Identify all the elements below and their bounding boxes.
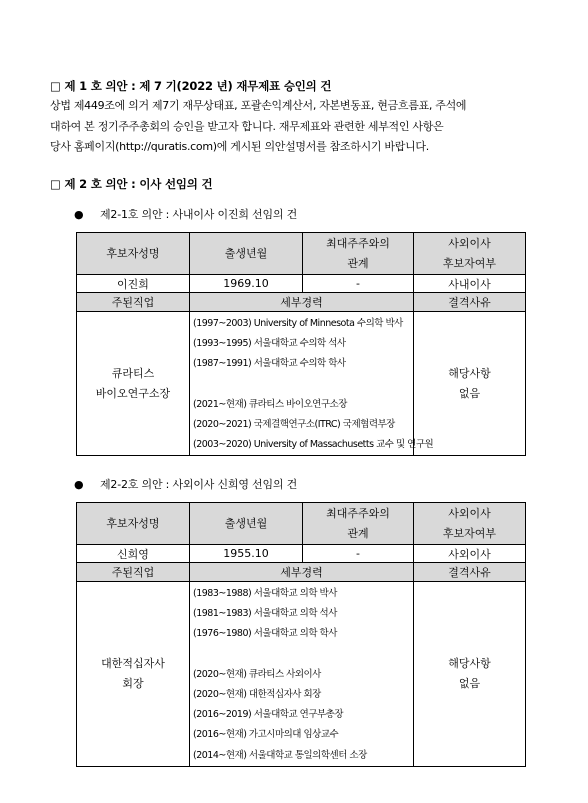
table-row: [77, 545, 526, 563]
header-outside-director: 사외이사 후보자여부: [414, 503, 526, 545]
candidate-relation: -: [303, 545, 414, 563]
header-relation: 최대주주와의 관계: [303, 503, 414, 545]
bullet-icon: ●: [74, 478, 84, 491]
header-relation: 최대주주와의 관계: [303, 233, 414, 275]
header-outside-director: 사외이사 후보자여부: [414, 233, 526, 275]
header-disqualification: 결격사유: [414, 563, 526, 582]
header-name: 후보자성명: [77, 233, 190, 275]
table-row: [77, 312, 526, 456]
sub-agenda-2-1: [74, 206, 297, 222]
candidate-disqualification: 해당사항 없음: [414, 312, 526, 456]
candidate-name: 이진희: [77, 275, 190, 293]
header-disqualification: 결격사유: [414, 293, 526, 312]
description-line: 상법 제449조에 의거 제7기 재무상태표, 포괄손익계산서, 자본변동표, 현금흐름표, 주석에: [50, 99, 467, 112]
header-birth: 출생년월: [190, 233, 303, 275]
candidate-relation: -: [303, 275, 414, 293]
candidate-table-2: [76, 502, 526, 767]
header-career: 세부경력: [190, 293, 414, 312]
bullet-icon: ●: [74, 208, 84, 221]
candidate-disqualification: 해당사항 없음: [414, 582, 526, 767]
table-row: [77, 582, 526, 767]
table-row: [77, 275, 526, 293]
candidate-outside: 사외이사: [414, 545, 526, 563]
agenda-item-1-heading: □ 제 1 호 의안 : 제 7 기(2022 년) 재무제표 승인의 건: [50, 79, 332, 93]
candidate-birth: 1955.10: [190, 545, 303, 563]
candidate-outside: 사내이사: [414, 275, 526, 293]
table-header-row: [77, 233, 526, 275]
header-job: 주된직업: [77, 293, 190, 312]
table-header-row: [77, 563, 526, 582]
agenda-item-1-description: [50, 96, 532, 158]
sub-agenda-title: 제2-2호 의안 : 사외이사 신희영 선임의 건: [100, 478, 298, 491]
agenda-item-2-heading: □ 제 2 호 의안 : 이사 선임의 건: [50, 177, 213, 191]
header-career: 세부경력: [190, 563, 414, 582]
header-name: 후보자성명: [77, 503, 190, 545]
candidate-career: (1983~1988) 서울대학교 의학 박사 (1981~1983) 서울대학교 의학 석사 (1976~1980) 서울대학교 의학 학사 (2020~현재) 큐라티스 사외이사 (2020~현재) 대한적십자사 회장 (2016~2019) 서울대학교 연구부총장 (2016~현재) 가고시마의대 임상교수 (2014~현재) 서울대학교 통일의학센터 소장: [190, 582, 414, 767]
candidate-career: (1997~2003) University of Minnesota 수의학 박사 (1993~1995) 서울대학교 수의학 석사 (1987~1991) 서울대학교 수의학 학사 (2021~현재) 큐라티스 바이오연구소장 (2020~2021) 국제결핵연구소(ITRC) 국제협력부장 (2003~2020) University of Massachusetts 교수 및 연구원: [190, 312, 414, 456]
candidate-name: 신희영: [77, 545, 190, 563]
table-header-row: [77, 503, 526, 545]
description-line: 대하여 본 정기주주총회의 승인을 받고자 합니다. 재무제표와 관련한 세부적인 사항은: [50, 119, 444, 133]
sub-agenda-2-2: [74, 476, 297, 492]
sub-agenda-title: 제2-1호 의안 : 사내이사 이진희 선임의 건: [100, 208, 298, 221]
candidate-job: 큐라티스 바이오연구소장: [77, 312, 190, 456]
candidate-job: 대한적십자사 회장: [77, 582, 190, 767]
header-birth: 출생년월: [190, 503, 303, 545]
candidate-table-1: [76, 232, 526, 456]
header-job: 주된직업: [77, 563, 190, 582]
table-header-row: [77, 293, 526, 312]
description-line: 당사 홈페이지(http://quratis.com)에 게시된 의안설명서를 참조하시기 바랍니다.: [50, 140, 429, 153]
candidate-birth: 1969.10: [190, 275, 303, 293]
